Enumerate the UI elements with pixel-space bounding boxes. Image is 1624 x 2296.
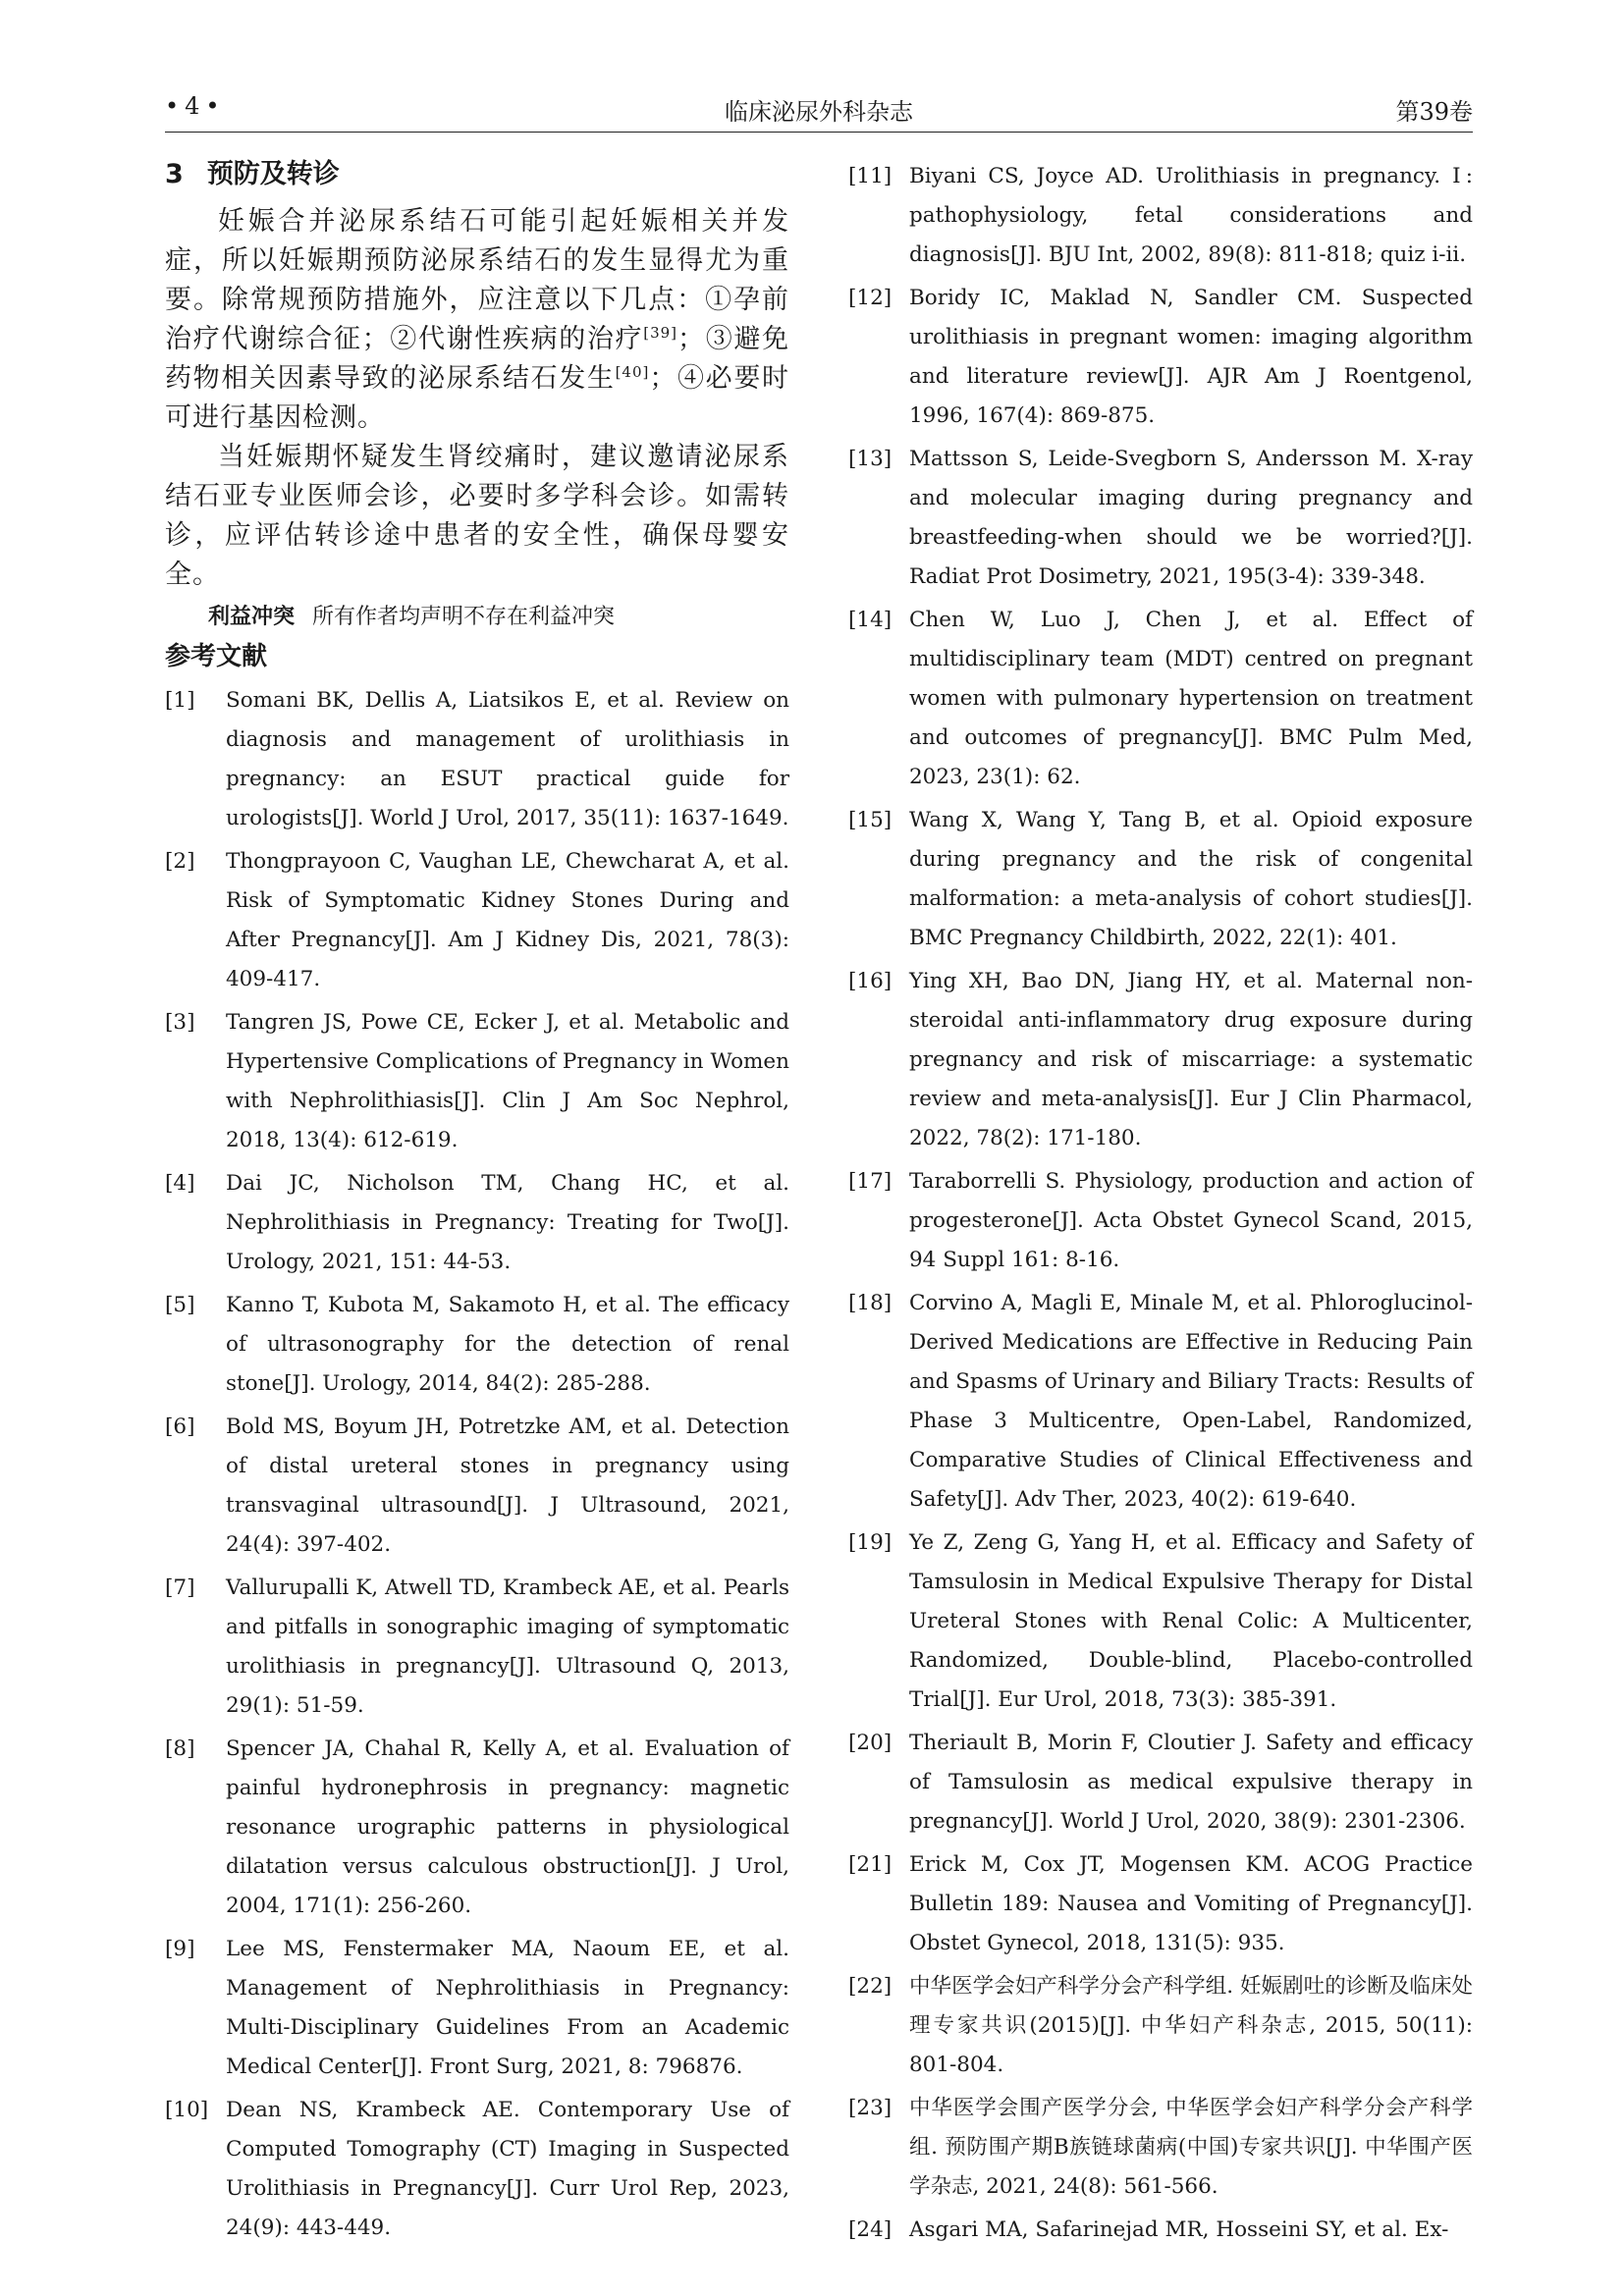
reference-item: [9] Lee MS, Fenstermaker MA, Naoum EE, et al. Management of Nephrolithiasis in Pregnancy: Multi-Disciplinary Guidelines From an Academic Medical Center[J]. Front Surg, 2021, 8: 796876. — [165, 1937, 789, 2079]
journal-title: 临床泌尿外科杂志 — [725, 98, 913, 126]
section-heading — [165, 157, 789, 192]
citation-39: [39] — [643, 324, 678, 342]
reference-item: [23] 中华医学会围产医学分会, 中华医学会妇产科学分会产科学组. 预防围产期B族链球菌病(中国)专家共识[J]. 中华围产医学杂志, 2021, 24(8): 561-566. — [848, 2096, 1473, 2199]
page-number: •4• — [165, 92, 226, 120]
section-title: 预防及转诊 — [206, 159, 340, 189]
reference-item: [13] Mattsson S, Leide-Svegborn S, Andersson M. X-ray and molecular imaging during pregnancy and breastfeeding-when should we be worried?[J]. Radiat Prot Dosimetry, 2021, 195(3-4): 339-348. — [848, 447, 1473, 589]
reference-item: [7] Vallurupalli K, Atwell TD, Krambeck AE, et al. Pearls and pitfalls in sonographic imaging of symptomatic urolithiasis in pregnancy[J]. Ultrasound Q, 2013, 29(1): 51-59. — [165, 1575, 789, 1718]
reference-item: [4] Dai JC, Nicholson TM, Chang HC, et al. Nephrolithiasis in Pregnancy: Treating for Two[J]. Urology, 2021, 151: 44-53. — [165, 1171, 789, 1274]
reference-item: [15] Wang X, Wang Y, Tang B, et al. Opioid exposure during pregnancy and the risk of congenital malformation: a meta-analysis of cohort studies[J]. BMC Pregnancy Childbirth, 2022, 22(1): 401. — [848, 808, 1473, 950]
reference-item: [17] Taraborrelli S. Physiology, production and action of progesterone[J]. Acta Obstet Gynecol Scand, 2015, 94 Suppl 161: 8-16. — [848, 1169, 1473, 1272]
conflict-label: 利益冲突 — [208, 605, 296, 629]
conflict-text: 所有作者均声明不存在利益冲突 — [312, 605, 616, 629]
references-heading: 参考文献 — [165, 642, 268, 671]
reference-item: [22] 中华医学会妇产科学分会产科学组. 妊娠剧吐的诊断及临床处理专家共识(2015)[J]. 中华妇产科杂志, 2015, 50(11): 801-804. — [848, 1974, 1473, 2077]
volume-label: 第39卷 — [1395, 98, 1473, 126]
reference-list-left — [165, 681, 789, 2248]
reference-item: [10] Dean NS, Krambeck AE. Contemporary Use of Computed Tomography (CT) Imaging in Suspected Urolithiasis in Pregnancy[J]. Curr Urol Rep, 2023, 24(9): 443-449. — [165, 2098, 789, 2240]
running-header — [165, 86, 1473, 133]
body-paragraph-1: 妊娠合并泌尿系结石可能引起妊娠相关并发症，所以妊娠期预防泌尿系结石的发生显得尤为重要。除常规预防措施外，应注意以下几点：①孕前治疗代谢综合征；②代谢性疾病的治疗[39]；③避免药物相关因素导致的泌尿系结石发生[40]；④必要时可进行基因检测。 — [165, 206, 790, 433]
citation-40: [40] — [615, 363, 650, 381]
reference-item: [2] Thongprayoon C, Vaughan LE, Chewcharat A, et al. Risk of Symptomatic Kidney Stones During and After Pregnancy[J]. Am J Kidney Dis, 2021, 78(3): 409-417. — [165, 849, 789, 991]
reference-item: [21] Erick M, Cox JT, Mogensen KM. ACOG Practice Bulletin 189: Nausea and Vomiting of Pregnancy[J]. Obstet Gynecol, 2018, 131(5): 935. — [848, 1852, 1473, 1955]
reference-item: [14] Chen W, Luo J, Chen J, et al. Effect of multidisciplinary team (MDT) centred on pregnant women with pulmonary hypertension on treatment and outcomes of pregnancy[J]. BMC Pulm Med, 2023, 23(1): 62. — [848, 608, 1473, 789]
right-column — [848, 157, 1473, 2254]
reference-list-right — [848, 157, 1473, 2250]
conflict-of-interest — [165, 601, 789, 634]
reference-item: [8] Spencer JA, Chahal R, Kelly A, et al. Evaluation of painful hydronephrosis in pregnancy: magnetic resonance urographic patterns in physiological dilatation versus calculous obstruction[J]. J Urol, 2004, 171(1): 256-260. — [165, 1736, 789, 1918]
left-column — [165, 157, 789, 2252]
reference-item: [20] Theriault B, Morin F, Cloutier J. Safety and efficacy of Tamsulosin as medical expulsive therapy in pregnancy[J]. World J Urol, 2020, 38(9): 2301-2306. — [848, 1731, 1473, 1834]
reference-item: [18] Corvino A, Magli E, Minale M, et al. Phloroglucinol-Derived Medications are Effective in Reducing Pain and Spasms of Urinary and Biliary Tracts: Results of Phase 3 Multicentre, Open-Label, Randomized, Comparative Studies of Clinical Effectiveness and Safety[J]. Adv Ther, 2023, 40(2): 619-640. — [848, 1291, 1473, 1512]
reference-item: [3] Tangren JS, Powe CE, Ecker J, et al. Metabolic and Hypertensive Complications of Pregnancy in Women with Nephrolithiasis[J]. Clin J Am Soc Nephrol, 2018, 13(4): 612-619. — [165, 1010, 789, 1152]
reference-item: [16] Ying XH, Bao DN, Jiang HY, et al. Maternal non-steroidal anti-inflammatory drug exposure during pregnancy and risk of miscarriage: a systematic review and meta-analysis[J]. Eur J Clin Pharmacol, 2022, 78(2): 171-180. — [848, 969, 1473, 1150]
reference-item: [6] Bold MS, Boyum JH, Potretzke AM, et al. Detection of distal ureteral stones in pregnancy using transvaginal ultrasound[J]. J Ultrasound, 2021, 24(4): 397-402. — [165, 1415, 789, 1557]
body-paragraph-2: 当妊娠期怀疑发生肾绞痛时，建议邀请泌尿系结石亚专业医师会诊，必要时多学科会诊。如需转诊，应评估转诊途中患者的安全性，确保母婴安全。 — [165, 442, 789, 590]
reference-item: [5] Kanno T, Kubota M, Sakamoto H, et al. The efficacy of ultrasonography for the detection of renal stone[J]. Urology, 2014, 84(2): 285-288. — [165, 1293, 789, 1396]
reference-item: [1] Somani BK, Dellis A, Liatsikos E, et al. Review on diagnosis and management of urolithiasis in pregnancy: an ESUT practical guide for urologists[J]. World J Urol, 2017, 35(11): 1637-1649. — [165, 688, 789, 830]
section-number: 3 — [165, 159, 184, 189]
reference-item: [11] Biyani CS, Joyce AD. Urolithiasis in pregnancy. Ⅰ: pathophysiology, fetal considerations and diagnosis[J]. BJU Int, 2002, 89(8): 811-818; quiz i-ii. — [848, 164, 1473, 267]
reference-item: [24] Asgari MA, Safarinejad MR, Hosseini SY, et al. Ex- — [848, 2217, 1449, 2242]
reference-item: [19] Ye Z, Zeng G, Yang H, et al. Efficacy and Safety of Tamsulosin in Medical Expulsive Therapy for Distal Ureteral Stones with Renal Colic: A Multicenter, Randomized, Double-blind, Placebo-controlled Trial[J]. Eur Urol, 2018, 73(3): 385-391. — [848, 1530, 1473, 1712]
reference-item: [12] Boridy IC, Maklad N, Sandler CM. Suspected urolithiasis in pregnant women: imaging algorithm and literature review[J]. AJR Am J Roentgenol, 1996, 167(4): 869-875. — [848, 286, 1473, 428]
